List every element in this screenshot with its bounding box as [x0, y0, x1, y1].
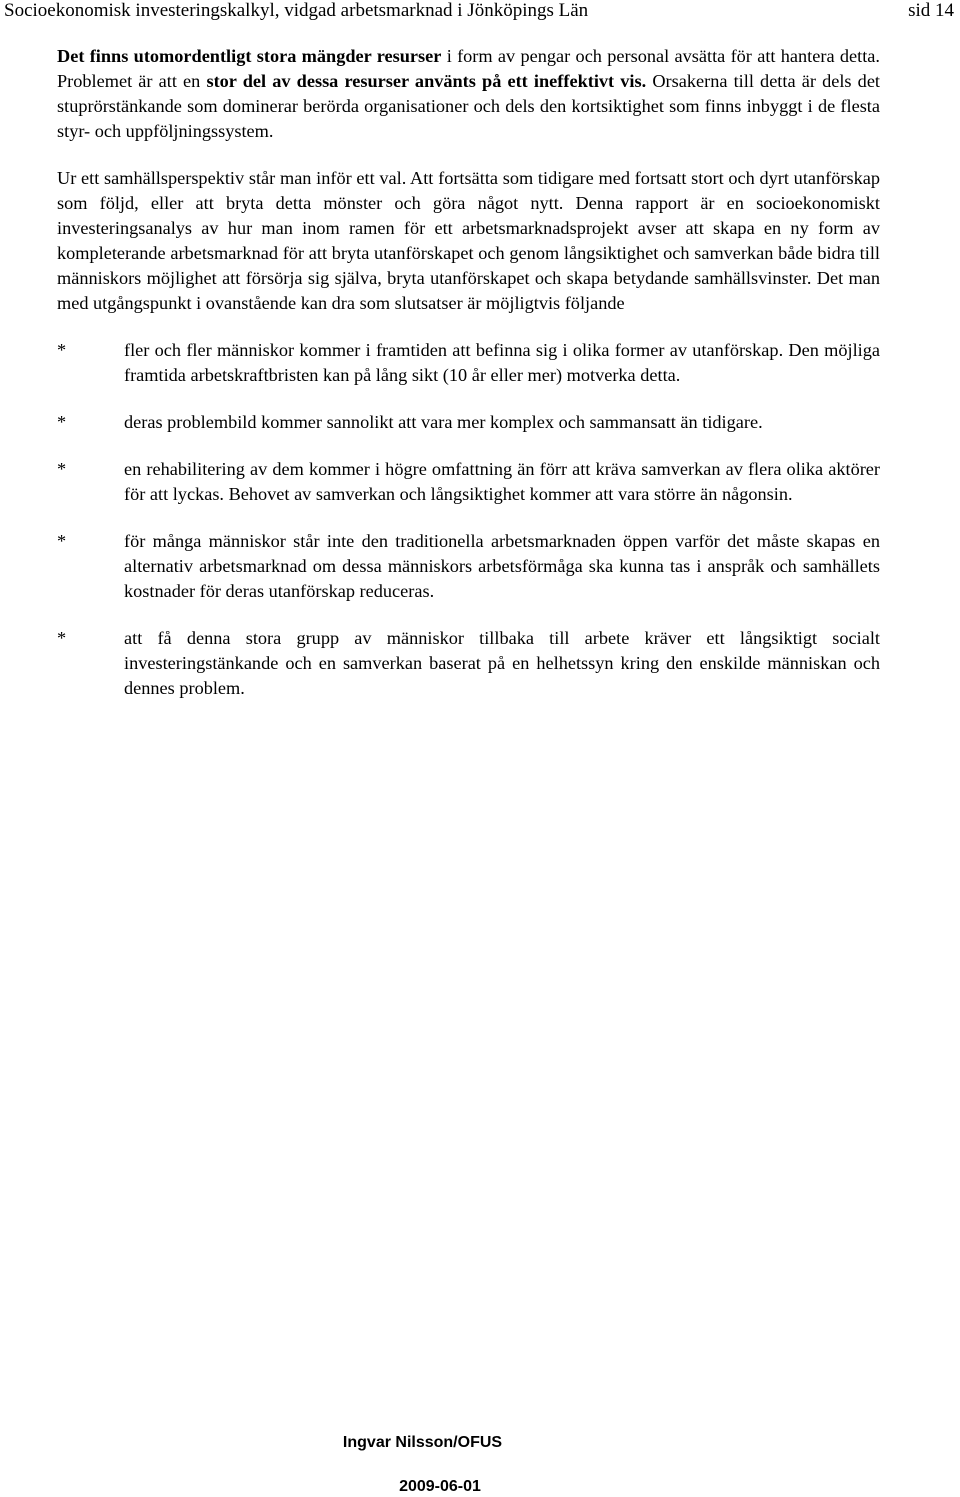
list-item-text: för många människor står inte den traditionella arbetsmarknaden öppen varför det måste skapas en alternativ arbetsmarknad om dessa människors arbetsförmåga ska kunna tas i anspråk och samhällets kostnader för deras utanförskap reduceras.: [124, 531, 880, 601]
page-number: sid 14: [908, 0, 954, 21]
list-item: [57, 338, 880, 388]
bullet-marker: *: [57, 412, 67, 432]
list-item-text: en rehabilitering av dem kommer i högre omfattning än förr att kräva samverkan av flera olika aktörer för att lyckas. Behovet av samverkan och långsiktighet kommer att vara större än någonsin.: [124, 459, 880, 504]
footer-date: 2009-06-01: [399, 1478, 481, 1495]
page-header: [4, 0, 954, 24]
list-item: [57, 626, 880, 701]
list-item-text: deras problembild kommer sannolikt att vara mer komplex och sammansatt än tidigare.: [124, 412, 763, 432]
choice-paragraph: Ur ett samhällsperspektiv står man inför ett val. Att fortsätta som tidigare med fortsatt stort och dyrt utanförskap som följd, eller att bryta detta mönster och göra något nytt. Denna rapport är en socioekonomiskt investeringsanalys av hur man inom ramen för ett arbetsmarknadsprojekt avser att skapa en ny form av kompleterande arbetsmarknad för att bryta utanförskapet och genom långsiktighet och samverkan både bidra till människors möjlighet att försörja sig själva, bryta utanförskapet och skapa betydande samhällsvinster. Det man med utgångspunkt i ovanstående kan dra som slutsatser är möjligtvis följande: [57, 168, 880, 313]
bullet-marker: *: [57, 459, 67, 479]
page-content: [57, 44, 880, 723]
bullet-marker: *: [57, 628, 67, 648]
conclusion-list: [57, 338, 880, 701]
bullet-marker: *: [57, 340, 67, 360]
list-item-text: att få denna stora grupp av människor tillbaka till arbete kräver ett långsiktigt socialt investeringstänkande och en samverkan baserat på en helhetssyn kring den enskilde människan och dennes problem.: [124, 628, 880, 698]
list-item-text: fler och fler människor kommer i framtiden att befinna sig i olika former av utanförskap. Den möjliga framtida arbetskraftbristen kan på lång sikt (10 år eller mer) motverka detta.: [124, 340, 880, 385]
intro-bold-2: stor del av dessa resurser använts på ett ineffektivt vis.: [206, 71, 647, 91]
intro-paragraph: [57, 44, 880, 144]
intro-text-1: i form av pengar och personal avsätta för att hantera detta. Problemet är att en: [57, 46, 880, 91]
footer-author: Ingvar Nilsson/OFUS: [342, 1434, 503, 1451]
intro-text-2: Orsakerna till detta är dels det stuprörstänkande som dominerar berörda organisationer och dels den kortsiktighet som finns inbyggt i de flesta styr- och uppföljningssystem.: [57, 71, 881, 141]
list-item: [57, 529, 880, 604]
list-item: [57, 457, 880, 507]
bullet-marker: *: [57, 531, 67, 551]
document-title: Socioekonomisk investeringskalkyl, vidgad arbetsmarknad i Jönköpings Län: [4, 0, 589, 21]
list-item: [57, 410, 880, 435]
intro-bold-1: Det finns utomordentligt stora mängder resurser: [57, 46, 442, 66]
